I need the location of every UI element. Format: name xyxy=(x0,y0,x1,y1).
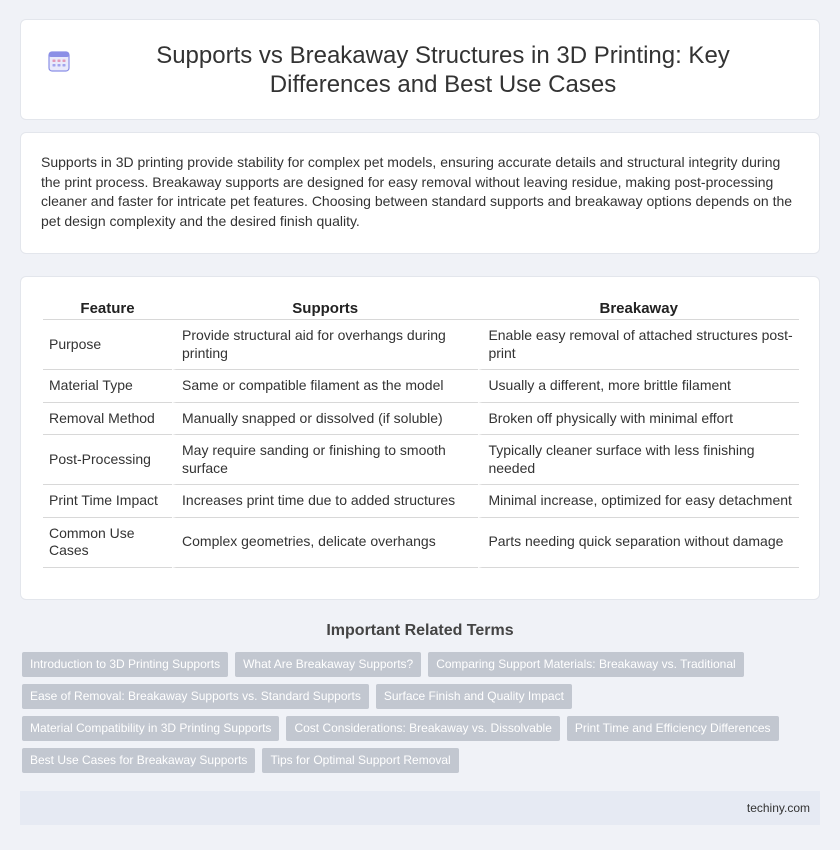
table-cell: Usually a different, more brittle filament xyxy=(478,370,799,403)
column-header-supports: Supports xyxy=(172,297,478,320)
intro-paragraph: Supports in 3D printing provide stability for complex pet models, ensuring accurate details and structural integrity during the print process. Breakaway supports are designed for easy removal without leaving residue, making post-processing cleaner and faster for intricate pet features. Choosing between standard supports and breakaway options depends on the pet design complexity and the desired finish quality. xyxy=(41,154,793,229)
related-term-tag[interactable]: Tips for Optimal Support Removal xyxy=(262,748,458,773)
table-cell: Manually snapped or dissolved (if soluble) xyxy=(172,403,478,436)
related-term-tag[interactable]: Ease of Removal: Breakaway Supports vs. Standard Supports xyxy=(22,684,369,709)
table-row xyxy=(43,518,799,568)
table-cell: May require sanding or finishing to smooth surface xyxy=(172,435,478,485)
table-row xyxy=(43,435,799,485)
column-header-feature: Feature xyxy=(43,297,172,320)
table-cell: Increases print time due to added structures xyxy=(172,485,478,518)
table-cell: Post-Processing xyxy=(43,435,172,485)
related-term-tag[interactable]: Print Time and Efficiency Differences xyxy=(567,716,779,741)
table-cell: Typically cleaner surface with less finishing needed xyxy=(478,435,799,485)
related-term-tag[interactable]: Introduction to 3D Printing Supports xyxy=(22,652,228,677)
table-cell: Parts needing quick separation without damage xyxy=(478,518,799,568)
related-terms-list xyxy=(22,652,822,780)
table-row xyxy=(43,320,799,370)
header-card xyxy=(20,19,820,120)
calendar-icon xyxy=(47,49,71,73)
table-cell: Enable easy removal of attached structures post-print xyxy=(478,320,799,370)
table-cell: Broken off physically with minimal effort xyxy=(478,403,799,436)
table-cell: Common Use Cases xyxy=(43,518,172,568)
table-header-row xyxy=(43,297,799,320)
related-term-tag[interactable]: Comparing Support Materials: Breakaway vs. Traditional xyxy=(428,652,743,677)
table-cell: Complex geometries, delicate overhangs xyxy=(172,518,478,568)
table-cell: Purpose xyxy=(43,320,172,370)
table-cell: Provide structural aid for overhangs during printing xyxy=(172,320,478,370)
related-terms-heading: Important Related Terms xyxy=(326,622,514,639)
table-cell: Print Time Impact xyxy=(43,485,172,518)
footer-site-name: techiny.com xyxy=(746,801,810,815)
intro-card xyxy=(20,132,820,254)
table-cell: Same or compatible filament as the model xyxy=(172,370,478,403)
table-row xyxy=(43,370,799,403)
comparison-table xyxy=(43,297,799,568)
table-row xyxy=(43,403,799,436)
related-term-tag[interactable]: Material Compatibility in 3D Printing Supports xyxy=(22,716,279,741)
table-row xyxy=(43,485,799,518)
table-cell: Minimal increase, optimized for easy detachment xyxy=(478,485,799,518)
related-term-tag[interactable]: Cost Considerations: Breakaway vs. Dissolvable xyxy=(286,716,559,741)
column-header-breakaway: Breakaway xyxy=(478,297,799,320)
related-term-tag[interactable]: Surface Finish and Quality Impact xyxy=(376,684,572,709)
related-term-tag[interactable]: What Are Breakaway Supports? xyxy=(235,652,421,677)
table-cell: Material Type xyxy=(43,370,172,403)
comparison-table-card xyxy=(20,276,820,600)
table-cell: Removal Method xyxy=(43,403,172,436)
page-title: Supports vs Breakaway Structures in 3D Printing: Key Differences and Best Use Cases xyxy=(156,41,730,98)
related-term-tag[interactable]: Best Use Cases for Breakaway Supports xyxy=(22,748,255,773)
footer xyxy=(20,791,820,825)
